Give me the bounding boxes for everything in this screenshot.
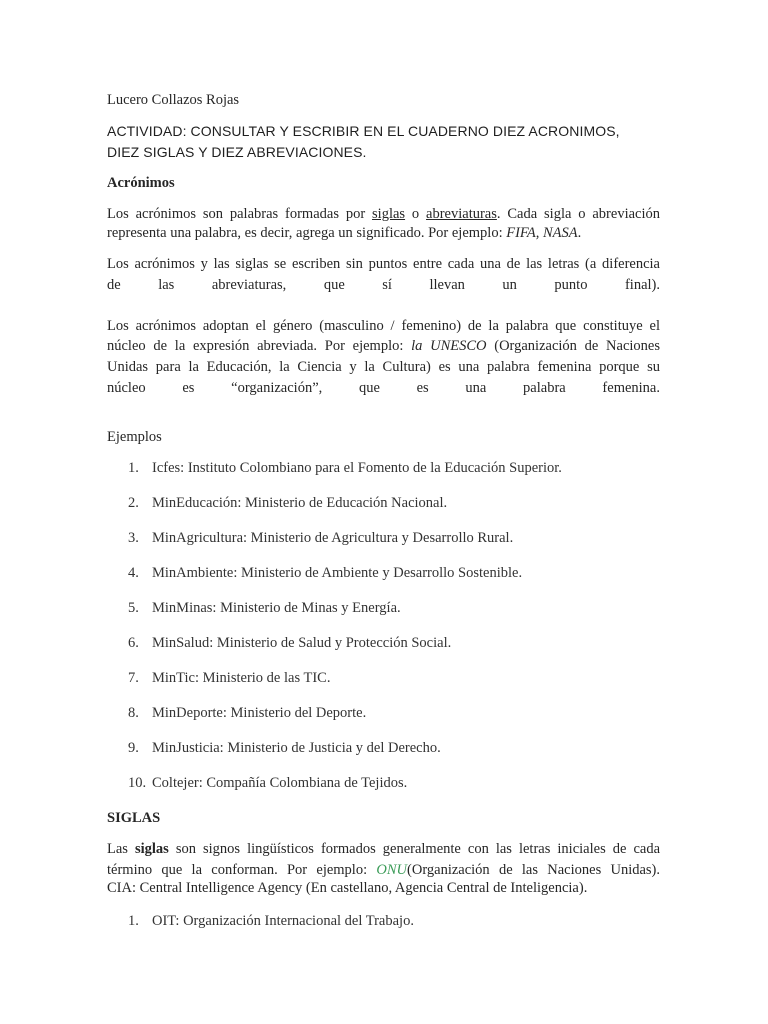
list-item xyxy=(128,913,414,930)
acronimos-p1-line-1 xyxy=(107,204,660,225)
example-acronyms: FIFA, NASA xyxy=(506,225,578,241)
list-item-text: MinAmbiente: Ministerio de Ambiente y Desarrollo Sostenible. xyxy=(152,565,523,581)
acronimos-heading: Acrónimos xyxy=(107,175,175,191)
siglas-p1-line-1 xyxy=(107,839,660,860)
list-item-text: MinAgricultura: Ministerio de Agricultura y Desarrollo Rural. xyxy=(152,530,514,546)
list-item-number: 9. xyxy=(128,740,139,756)
list-item-text: MinSalud: Ministerio de Salud y Protección Social. xyxy=(152,635,452,651)
siglas-p1-line-3: CIA: Central Intelligence Agency (En castellano, Agencia Central de Inteligencia). xyxy=(107,880,588,896)
siglas-heading: SIGLAS xyxy=(107,810,161,826)
acronimos-p1-line-2 xyxy=(107,225,581,242)
list-item xyxy=(128,740,441,757)
acronimos-p3-line-1: Los acrónimos adoptan el género (masculino / femenino) de la palabra que constituye el xyxy=(107,318,660,334)
list-item-number: 7. xyxy=(128,670,139,686)
list-item xyxy=(128,495,447,512)
list-item xyxy=(128,705,366,722)
text-run: representa una palabra, es decir, agrega un significado. Por ejemplo: xyxy=(107,225,507,241)
list-item-text: Icfes: Instituto Colombiano para el Fomento de la Educación Superior. xyxy=(152,460,562,476)
acronimos-p3-line-2 xyxy=(107,336,660,357)
list-item-number: 10. xyxy=(128,775,147,791)
list-item xyxy=(128,460,562,477)
list-item xyxy=(128,635,451,652)
acronimos-p3-line-3: Unidas para la Educación, la Ciencia y la Cultura) es una palabra femenina porque su xyxy=(107,359,660,375)
list-item-number: 2. xyxy=(128,495,139,511)
list-item-text: Coltejer: Compañía Colombiana de Tejidos. xyxy=(152,775,408,791)
text-run: término que la conforman. Por ejemplo: xyxy=(107,862,377,878)
text-run: . xyxy=(577,225,582,241)
list-item-number: 6. xyxy=(128,635,139,651)
list-item-number: 1. xyxy=(128,460,139,476)
text-run: . Cada sigla o abreviación xyxy=(496,206,660,222)
list-item-number: 3. xyxy=(128,530,139,546)
list-item-number: 8. xyxy=(128,705,139,721)
text-run: Los acrónimos son palabras formadas por xyxy=(107,206,373,222)
list-item-text: MinDeporte: Ministerio del Deporte. xyxy=(152,705,367,721)
list-item-text: OIT: Organización Internacional del Trabajo. xyxy=(152,913,414,929)
link-abreviaturas[interactable]: abreviaturas xyxy=(426,206,497,222)
text-run: Las xyxy=(107,841,135,857)
list-item-text: MinMinas: Ministerio de Minas y Energía. xyxy=(152,600,401,616)
text-run: son signos lingüísticos formados generalmente con las letras iniciales de cada xyxy=(168,841,660,857)
list-item xyxy=(128,600,401,617)
siglas-bold-term: siglas xyxy=(134,841,169,857)
list-item xyxy=(128,530,513,547)
example-unesco: la UNESCO xyxy=(411,338,487,354)
activity-line-2: DIEZ SIGLAS Y DIEZ ABREVIACIONES. xyxy=(107,144,367,160)
text-run: (Organización de Naciones xyxy=(486,338,660,354)
list-item xyxy=(128,565,522,582)
text-run: (Organización de las Naciones Unidas). xyxy=(407,862,660,878)
list-item-text: MinEducación: Ministerio de Educación Nacional. xyxy=(152,495,448,511)
link-siglas[interactable]: siglas xyxy=(372,206,406,222)
list-item-text: MinJusticia: Ministerio de Justicia y del Derecho. xyxy=(152,740,441,756)
acronimos-p2-line-1: Los acrónimos y las siglas se escriben sin puntos entre cada una de las letras (a diferencia xyxy=(107,256,660,272)
list-item-number: 5. xyxy=(128,600,139,616)
acronimos-p2-line-2: de las abreviaturas, que sí llevan un punto final). xyxy=(107,277,660,293)
example-onu: ONU xyxy=(376,862,408,878)
list-item-number: 1. xyxy=(128,913,139,929)
acronimos-p3-line-4: núcleo es “organización”, que es una palabra femenina. xyxy=(107,380,660,396)
list-item xyxy=(128,670,330,687)
activity-line-1: ACTIVIDAD: CONSULTAR Y ESCRIBIR EN EL CUADERNO DIEZ ACRONIMOS, xyxy=(107,123,620,139)
text-run: o xyxy=(405,206,427,222)
list-item-text: MinTic: Ministerio de las TIC. xyxy=(152,670,331,686)
author-name: Lucero Collazos Rojas xyxy=(107,92,240,108)
list-item xyxy=(128,775,407,792)
text-run: núcleo de la expresión abreviada. Por ejemplo: xyxy=(107,338,412,354)
siglas-p1-line-2 xyxy=(107,860,660,881)
list-item-number: 4. xyxy=(128,565,139,581)
examples-heading: Ejemplos xyxy=(107,429,162,445)
